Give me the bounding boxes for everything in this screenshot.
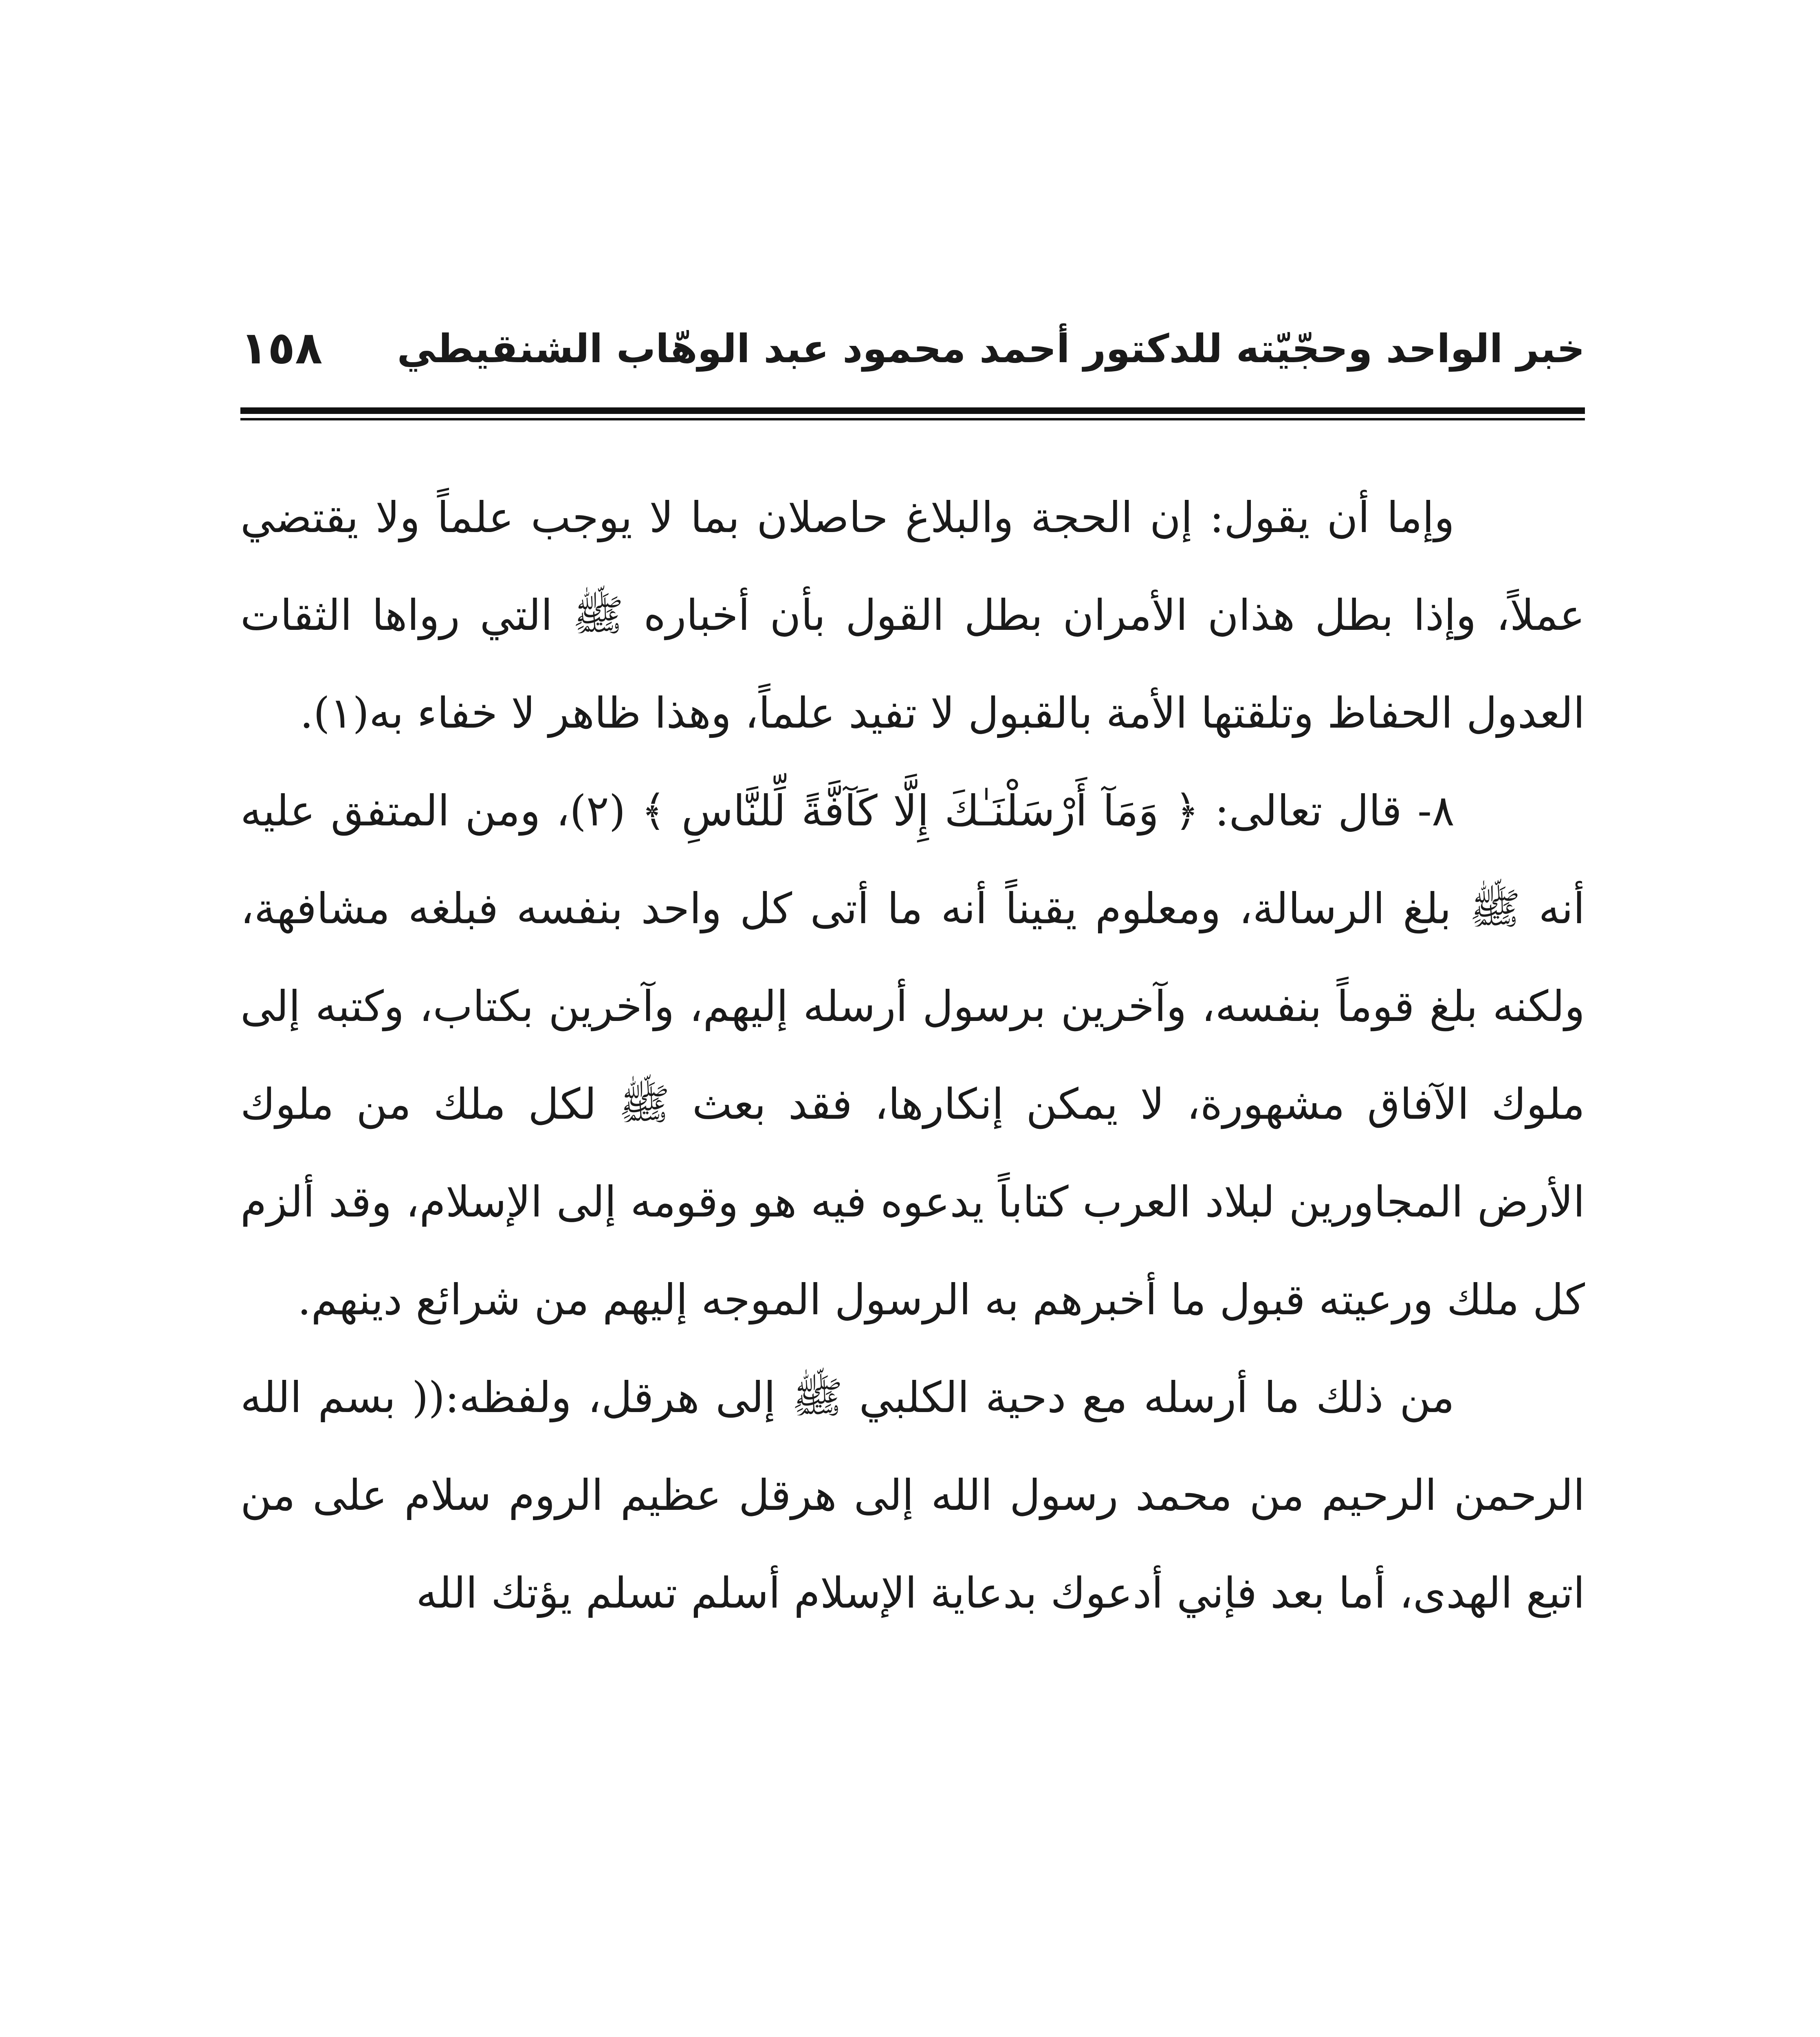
header-rule-thin bbox=[240, 418, 1585, 420]
paragraph-3: من ذلك ما أرسله مع دحية الكلبي ﷺ إلى هرقل، ولفظه:(( بسم الله الرحمن الرحيم من محمد رسول الله إلى هرقل عظيم الروم سلام على من اتبع الهدى، أما بعد فإني أدعوك بدعاية الإسلام أسلم تسلم يؤتك الله bbox=[240, 1373, 1585, 1618]
paragraph-2: ٨- قال تعالى: ﴿ وَمَآ أَرْسَلْنَـٰكَ إِلَّا كَآفَّةً لِّلنَّاسِ ﴾ (٢)، ومن المتفق عليه أنه ﷺ بلغ الرسالة، ومعلوم يقيناً أنه ما أتى كل واحد بنفسه فبلغه مشافهة، ولكنه بلغ قوماً بنفسه، وآخرين برسول أرسله إليهم، وآخرين بكتاب، وكتبه إلى ملوك الآفاق مشهورة، لا يمكن إنكارها، فقد بعث ﷺ لكل ملك من ملوك الأرض المجاورين لبلاد العرب كتاباً يدعوه فيه هو وقومه إلى الإسلام، وقد ألزم كل ملك ورعيته قبول ما أخبرهم به الرسول الموجه إليهم من شرائع دينهم. bbox=[240, 786, 1585, 1324]
body-text bbox=[240, 469, 1585, 1642]
header-rule-thick bbox=[240, 407, 1585, 414]
running-header bbox=[240, 310, 1585, 383]
paragraph-1: وإما أن يقول: إن الحجة والبلاغ حاصلان بما لا يوجب علماً ولا يقتضي عملاً، وإذا بطل هذان الأمران بطل القول بأن أخباره ﷺ التي رواها الثقات العدول الحفاظ وتلقتها الأمة بالقبول لا تفيد علماً، وهذا ظاهر لا خفاء به(١). bbox=[240, 493, 1585, 738]
header-title: خبر الواحد وحجّيّته للدكتور أحمد محمود عبد الوهّاب الشنقيطي bbox=[397, 326, 1585, 372]
page-number: ١٥٨ bbox=[240, 322, 323, 374]
